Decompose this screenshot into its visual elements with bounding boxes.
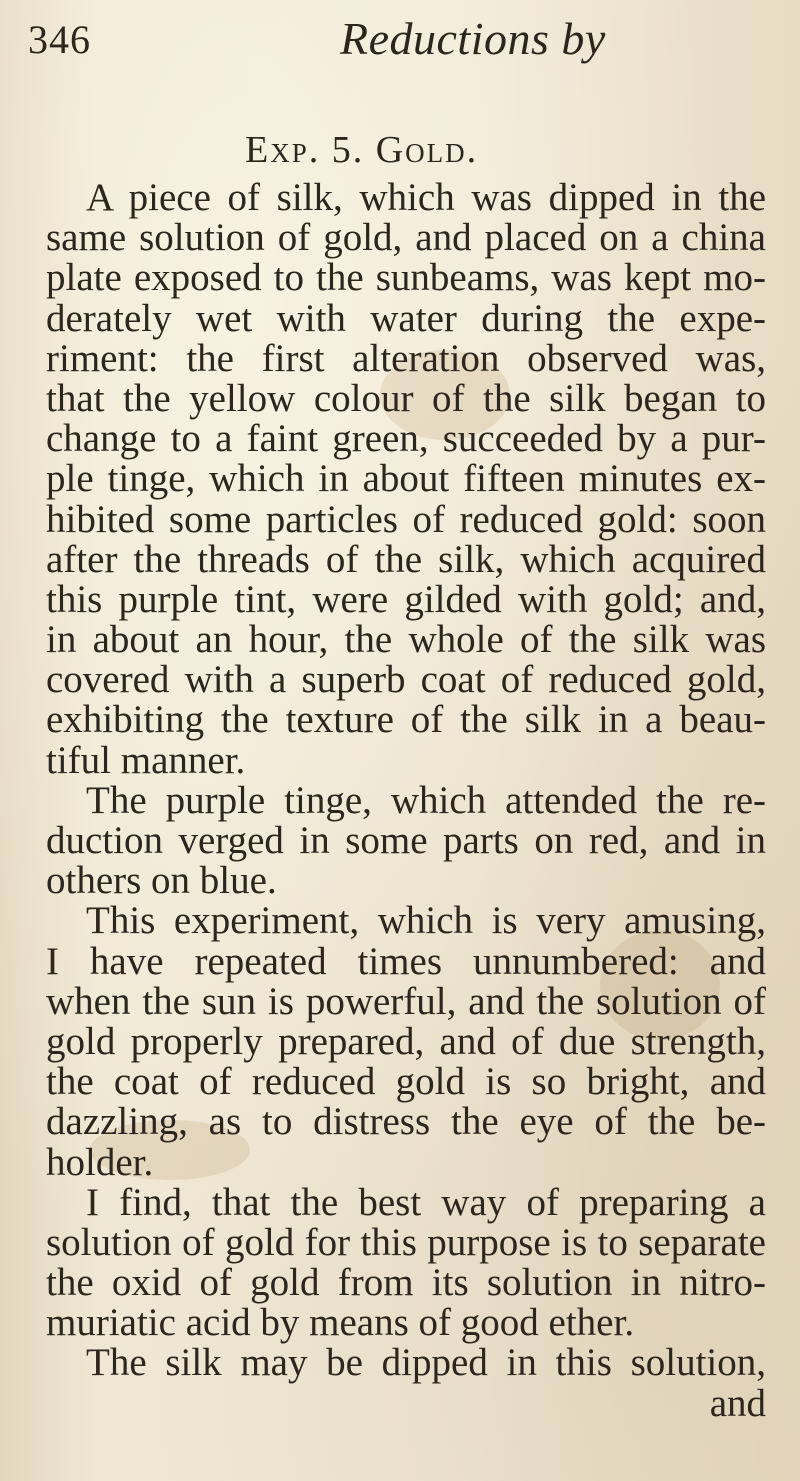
text-line: muriatic acid by means of good ether. — [46, 1301, 635, 1345]
text-line: this purple tint, were gilded with gold; and, — [46, 577, 766, 621]
text-line: the coat of reduced gold is so bright, and — [46, 1060, 766, 1104]
text-line: I have repeated times unnumbered: and — [46, 939, 766, 983]
text-line: after the threads of the silk, which acquired — [46, 537, 766, 581]
page-header — [0, 12, 800, 72]
text-line: A piece of silk, which was dipped in the — [86, 176, 766, 219]
text-line: hibited some particles of reduced gold: soon — [46, 497, 766, 541]
page-number: 346 — [28, 17, 91, 62]
text-line: dazzling, as to distress the eye of the be- — [46, 1100, 766, 1144]
body-text — [46, 178, 766, 1424]
text-line: ple tinge, which in about fifteen minutes ex- — [46, 457, 766, 501]
text-line: The purple tinge, which attended the re- — [86, 778, 766, 822]
text-line: in about an hour, the whole of the silk was — [46, 618, 766, 662]
text-line: This experiment, which is very amusing, — [86, 899, 766, 943]
text-line: riment: the first alteration observed was, — [46, 336, 766, 380]
text-line: exhibiting the texture of the silk in a beau- — [46, 698, 766, 742]
text-line: The silk may be dipped in this solution, — [86, 1341, 766, 1385]
text-line: derately wet with water during the expe- — [46, 296, 766, 340]
text-line: gold properly prepared, and of due strength, — [46, 1019, 766, 1063]
text-line: that the yellow colour of the silk began to — [46, 376, 766, 420]
text-line: same solution of gold, and placed on a china — [46, 216, 766, 260]
text-line: others on blue. — [46, 859, 277, 903]
section-heading: Exp. 5. Gold. — [245, 129, 479, 171]
catchword: and — [709, 1381, 766, 1425]
text-line: tiful manner. — [46, 738, 246, 782]
text-line: solution of gold for this purpose is to separate — [46, 1220, 766, 1264]
running-head: Reductions by — [340, 13, 606, 64]
text-line: duction verged in some parts on red, and in — [46, 819, 766, 862]
text-line: holder. — [46, 1140, 154, 1184]
text-line: I find, that the best way of preparing a — [86, 1180, 766, 1224]
text-line: the oxid of gold from its solution in nitro- — [46, 1261, 766, 1305]
text-line: plate exposed to the sunbeams, was kept mo- — [46, 256, 766, 300]
text-line: covered with a superb coat of reduced gold, — [46, 658, 766, 702]
text-line: change to a faint green, succeeded by a pur- — [46, 417, 766, 461]
text-line: when the sun is powerful, and the solution of — [46, 979, 766, 1023]
